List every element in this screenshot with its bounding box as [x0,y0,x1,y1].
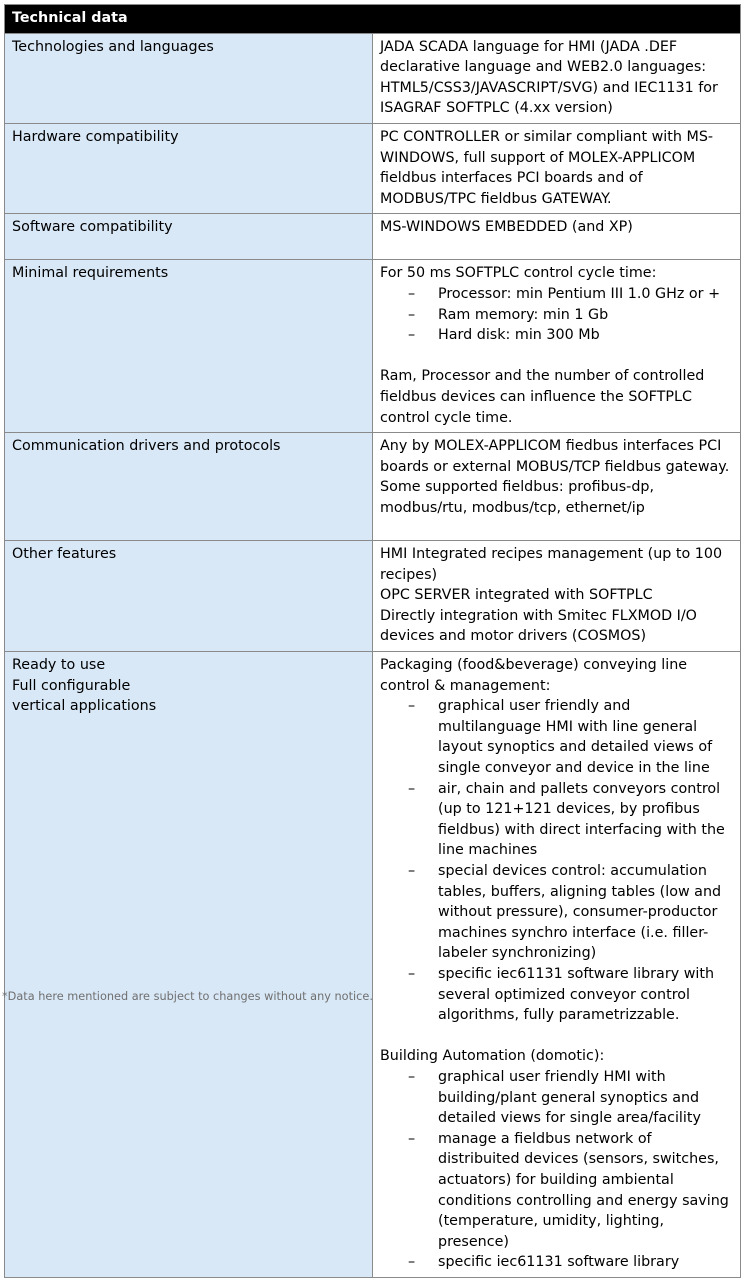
value-text: Some supported fieldbus: profibus-dp, modbus/rtu, modbus/tcp, ethernet/ip [380,479,655,516]
building-list [380,1067,733,1273]
row-label: Technologies and languages [5,33,373,123]
table-row [5,214,741,260]
value-text: MS-WINDOWS EMBEDDED (and XP) [380,219,633,236]
list-item: – manage a fieldbus network of distribuited devices (sensors, switches, actuators) for building ambiental conditions controlling and energy saving (temperature, umidity, lighting, presence) [408,1130,729,1250]
list-item: – specific iec61131 software library with several optimized conveyor control algorithms, fully parametrizzable. [408,965,715,1024]
value-text: PC CONTROLLER or similar compliant with MS-WINDOWS, full support of MOLEX-APPLICOM fieldbus interfaces PCI boards and of MODBUS/TPC fieldbus GATEWAY. [380,128,714,207]
list-item: – air, chain and pallets conveyors control (up to 121+121 devices, by profibus fieldbus) with direct interfacing with the line machines [408,780,725,859]
packaging-list [380,696,733,1026]
table-title: Technical data [5,5,741,34]
list-item: – Ram memory: min 1 Gb [408,306,609,323]
row-value [373,33,741,123]
value-text: For 50 ms SOFTPLC control cycle time: [380,265,657,282]
technical-data-table [4,4,741,1278]
value-text: HMI Integrated recipes management (up to 100 recipes) [380,546,723,583]
value-text: Packaging (food&beverage) conveying line control & management: [380,657,688,694]
table-row [5,541,741,652]
table-row [5,433,741,541]
row-label: Minimal requirements [5,260,373,433]
value-text: Building Automation (domotic): [380,1048,605,1065]
row-value [373,123,741,213]
row-value [373,214,741,260]
value-text: OPC SERVER integrated with SOFTPLC [380,587,653,604]
table-header-row [5,5,741,34]
row-value [373,433,741,541]
value-text: Directly integration with Smitec FLXMOD I/O devices and motor drivers (COSMOS) [380,607,697,645]
row-value [373,652,741,1278]
row-value [373,260,741,433]
value-text: Any by MOLEX-APPLICOM fiedbus interfaces PCI boards or external MOBUS/TCP fieldbus gateway. [380,438,730,475]
table-row [5,33,741,123]
row-value [373,541,741,652]
list-item: – graphical user friendly HMI with building/plant general synoptics and detailed views for single area/facility [408,1068,701,1127]
row-label: Other features [5,541,373,652]
table-row [5,123,741,213]
row-label: Hardware compatibility [5,123,373,213]
row-label: Communication drivers and protocols [5,433,373,541]
table-row [5,260,741,433]
row-label: Software compatibility [5,214,373,260]
requirements-list [380,284,733,346]
value-text: Ram, Processor and the number of controlled fieldbus devices can influence the SOFTPLC control cycle time. [380,368,705,426]
list-item: – Processor: min Pentium III 1.0 GHz or + [408,285,721,302]
list-item: – graphical user friendly and multilanguage HMI with line general layout synoptics and detailed views of single conveyor and device in the line [408,698,713,777]
list-item: – specific iec61131 software library [408,1254,680,1271]
list-item: – special devices control: accumulation tables, buffers, aligning tables (low and without pressure), consumer-productor machines synchro interface (i.e. filler-labeler synchronizing) [408,863,722,962]
footnote: *Data here mentioned are subject to changes without any notice. [2,990,373,1003]
row-label: Ready to use Full configurable vertical applications [5,652,373,1278]
technical-data-sheet [4,4,741,1278]
value-text: JADA SCADA language for HMI (JADA .DEF declarative language and WEB2.0 languages: HTML5/CSS3/JAVASCRIPT/SVG) and IEC1131 for ISAGRAF SOFTPLC (4.xx version) [380,38,718,117]
table-row [5,652,741,1278]
list-item: – Hard disk: min 300 Mb [408,327,600,344]
